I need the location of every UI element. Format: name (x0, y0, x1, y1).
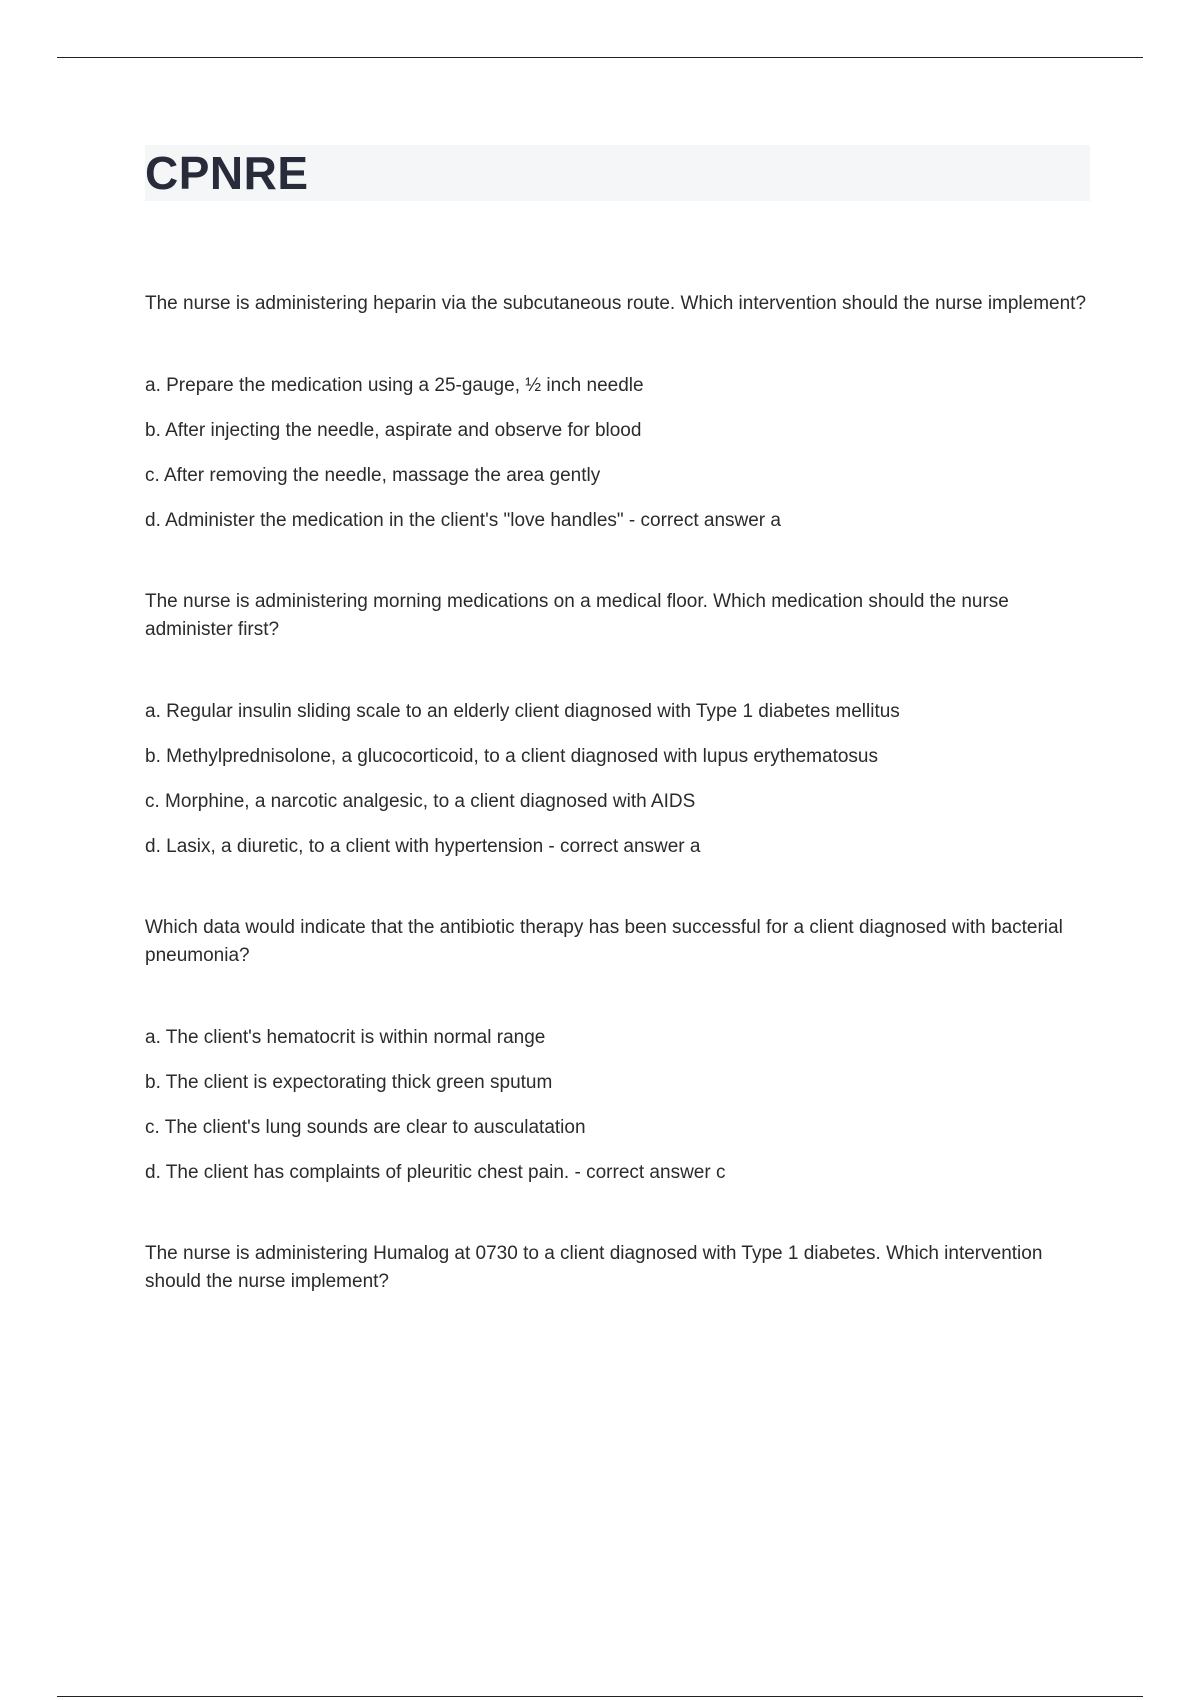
option-item: b. After injecting the needle, aspirate and observe for blood (145, 420, 642, 441)
option-list (145, 372, 1090, 535)
question-text: The nurse is administering morning medications on a medical floor. Which medication should the nurse administer first? (145, 591, 1009, 640)
option-item: a. The client's hematocrit is within normal range (145, 1027, 546, 1048)
option-item: c. Morphine, a narcotic analgesic, to a client diagnosed with AIDS (145, 791, 696, 812)
option-item: d. Administer the medication in the client's "love handles" - correct answer a (145, 510, 781, 531)
option-list (145, 1024, 1090, 1187)
question-block (145, 914, 1090, 1187)
option-item: a. Regular insulin sliding scale to an elderly client diagnosed with Type 1 diabetes mellitus (145, 701, 900, 722)
question-block (145, 588, 1090, 861)
top-rule (57, 57, 1143, 58)
title-bar (145, 145, 1090, 201)
page-title: CPNRE (145, 147, 309, 199)
option-item: b. The client is expectorating thick green sputum (145, 1072, 553, 1093)
option-list (145, 698, 1090, 861)
bottom-rule (57, 1696, 1143, 1697)
option-item: c. After removing the needle, massage the area gently (145, 465, 601, 486)
option-item: b. Methylprednisolone, a glucocorticoid, to a client diagnosed with lupus erythematosus (145, 746, 878, 767)
option-item: a. Prepare the medication using a 25-gauge, ½ inch needle (145, 375, 644, 396)
question-text: Which data would indicate that the antibiotic therapy has been successful for a client diagnosed with bacterial pneumonia? (145, 917, 1063, 966)
question-block (145, 290, 1090, 535)
question-list (145, 290, 1090, 1349)
option-item: d. The client has complaints of pleuritic chest pain. - correct answer c (145, 1162, 726, 1183)
option-item: c. The client's lung sounds are clear to ausculatation (145, 1117, 586, 1138)
question-block (145, 1240, 1090, 1296)
question-text: The nurse is administering Humalog at 0730 to a client diagnosed with Type 1 diabetes. Which intervention should the nurse implement? (145, 1243, 1043, 1292)
question-text: The nurse is administering heparin via the subcutaneous route. Which intervention should the nurse implement? (145, 293, 1087, 314)
option-item: d. Lasix, a diuretic, to a client with hypertension - correct answer a (145, 836, 701, 857)
